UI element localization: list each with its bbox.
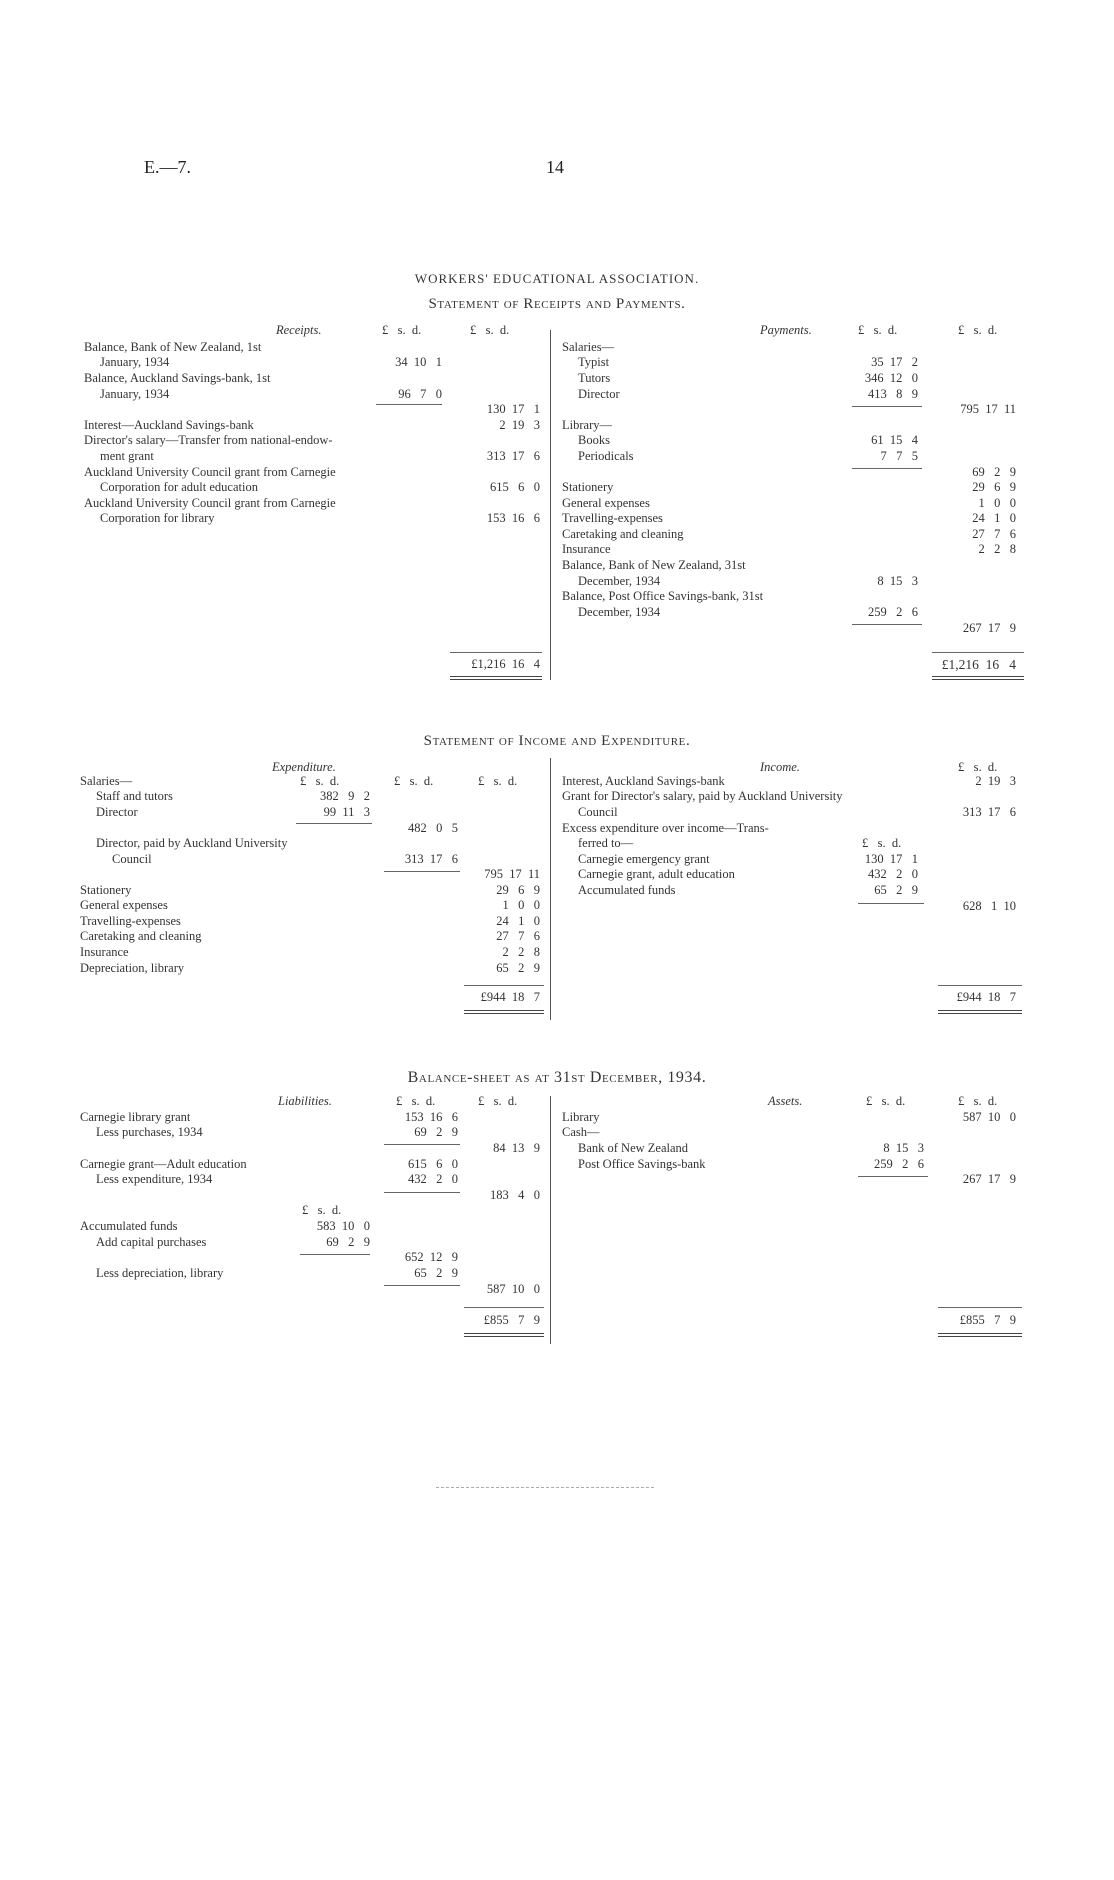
receipt-amount: 130 17 1	[486, 402, 540, 416]
liability-line: Add capital purchases	[96, 1235, 207, 1249]
payment-sub-amount: 346 12 0	[864, 371, 918, 385]
receipt-line: Balance, Bank of New Zealand, 1st	[84, 340, 262, 354]
receipt-line: Corporation for library	[100, 511, 215, 525]
receipts-total: £1,216 16 4	[471, 657, 540, 671]
payment-line: Books	[578, 433, 610, 447]
expenditure-line: Stationery	[80, 883, 132, 897]
column-divider	[550, 1096, 551, 1344]
double-rule	[450, 676, 542, 680]
payment-line: Travelling-expenses	[562, 511, 663, 525]
receipt-amount: 2 19 3	[499, 418, 540, 432]
receipt-amount: 615 6 0	[490, 480, 540, 494]
liability-mid-amount: 69 2 9	[414, 1125, 458, 1139]
asset-line: Cash—	[562, 1125, 600, 1139]
col-lsd-header: £ s. d.	[958, 760, 998, 774]
liability-line: Less purchases, 1934	[96, 1125, 203, 1139]
expenditure-total: £944 18 7	[480, 990, 540, 1004]
payment-line: General expenses	[562, 496, 650, 510]
col-lsd-header: £ s. d.	[958, 1094, 998, 1108]
rule	[300, 1254, 370, 1255]
income-amount: 628 1 10	[962, 899, 1016, 913]
receipt-line: January, 1934	[100, 355, 170, 369]
receipt-amount: 313 17 6	[486, 449, 540, 463]
rule	[464, 1307, 544, 1308]
payment-line: Caretaking and cleaning	[562, 527, 684, 541]
income-line: Carnegie grant, adult education	[578, 867, 735, 881]
liability-mid-amount: 615 6 0	[408, 1157, 458, 1171]
asset-line: Bank of New Zealand	[578, 1141, 689, 1155]
payment-amount: 29 6 9	[972, 480, 1016, 494]
income-amount: 2 19 3	[975, 774, 1016, 788]
expenditure-amount: 65 2 9	[496, 961, 540, 975]
org-title: WORKERS' EDUCATIONAL ASSOCIATION.	[414, 271, 700, 286]
expenditure-amount: 2 2 8	[502, 945, 540, 959]
receipt-sub-amount: 34 10 1	[395, 355, 442, 369]
payment-line: December, 1934	[578, 605, 661, 619]
income-expenditure-title: Statement of Income and Expenditure.	[423, 733, 691, 749]
payment-line: Stationery	[562, 480, 614, 494]
expenditure-sub-amount: 99 11 3	[323, 805, 370, 819]
income-line: Interest, Auckland Savings-bank	[562, 774, 725, 788]
col-lsd-header: £ s. d.	[394, 774, 434, 788]
asset-sub-amount: 8 15 3	[883, 1141, 924, 1155]
expenditure-amount: 29 6 9	[496, 883, 540, 897]
liability-line: Less expenditure, 1934	[96, 1172, 213, 1186]
expenditure-amount: 27 7 6	[496, 929, 540, 943]
expenditure-line: General expenses	[80, 898, 168, 912]
expenditure-heading: Expenditure.	[272, 760, 336, 774]
column-divider	[550, 758, 551, 1020]
rule	[296, 823, 372, 824]
payment-line: Periodicals	[578, 449, 634, 463]
page-end-rule	[436, 1487, 654, 1488]
receipts-heading: Receipts.	[276, 323, 322, 337]
receipt-line: Balance, Auckland Savings-bank, 1st	[84, 371, 271, 385]
receipt-line: Auckland University Council grant from Carnegie	[84, 465, 336, 479]
payment-amount: 267 17 9	[962, 621, 1016, 635]
expenditure-line: Travelling-expenses	[80, 914, 181, 928]
expenditure-line: Depreciation, library	[80, 961, 185, 975]
asset-line: Post Office Savings-bank	[578, 1157, 706, 1171]
rule	[858, 1176, 928, 1177]
col-lsd-header: £ s. d.	[382, 323, 422, 337]
payment-line: Typist	[578, 355, 610, 369]
receipt-line: Auckland University Council grant from Carnegie	[84, 496, 336, 510]
payment-amount: 2 2 8	[978, 542, 1016, 556]
asset-sub-amount: 259 2 6	[874, 1157, 924, 1171]
payment-amount: 69 2 9	[972, 465, 1016, 479]
payments-total: £1,216 16 4	[941, 657, 1016, 672]
rule	[852, 468, 922, 469]
income-line: ferred to—	[578, 836, 634, 850]
liability-line: Carnegie library grant	[80, 1110, 191, 1124]
assets-heading: Assets.	[768, 1094, 803, 1108]
col-lsd-header: £ s. d.	[958, 323, 998, 337]
receipt-line: January, 1934	[100, 387, 170, 401]
income-line: Excess expenditure over income—Trans-	[562, 821, 769, 835]
liability-mid-amount: 65 2 9	[414, 1266, 458, 1280]
payment-line: December, 1934	[578, 574, 661, 588]
liabilities-total: £855 7 9	[483, 1313, 540, 1327]
rule	[384, 1192, 460, 1193]
double-rule	[464, 1010, 544, 1014]
rule	[938, 985, 1022, 986]
receipt-sub-amount: 96 7 0	[398, 387, 442, 401]
income-total: £944 18 7	[956, 990, 1016, 1004]
payments-heading: Payments.	[760, 323, 812, 337]
expenditure-amount: 795 17 11	[484, 867, 540, 881]
payment-line: Director	[578, 387, 620, 401]
liability-mid-amount: 652 12 9	[404, 1250, 458, 1264]
payment-amount: 27 7 6	[972, 527, 1016, 541]
expenditure-line: Caretaking and cleaning	[80, 929, 202, 943]
expenditure-amount: 1 0 0	[502, 898, 540, 912]
expenditure-line: Council	[112, 852, 152, 866]
asset-amount: 267 17 9	[962, 1172, 1016, 1186]
receipt-line: Director's salary—Transfer from national-endow-	[84, 433, 333, 447]
double-rule	[938, 1333, 1022, 1337]
liabilities-heading: Liabilities.	[278, 1094, 332, 1108]
col-lsd-header: £ s. d.	[478, 1094, 518, 1108]
rule	[464, 985, 544, 986]
liability-line: Less depreciation, library	[96, 1266, 224, 1280]
payment-sub-amount: 7 7 5	[880, 449, 918, 463]
receipt-line: Corporation for adult education	[100, 480, 258, 494]
double-rule	[938, 1010, 1022, 1014]
receipt-line: ment grant	[100, 449, 154, 463]
report-reference: E.—7.	[144, 157, 191, 177]
rule	[852, 406, 922, 407]
expenditure-mid-amount: 313 17 6	[404, 852, 458, 866]
payment-sub-amount: 413 8 9	[868, 387, 918, 401]
assets-total: £855 7 9	[959, 1313, 1016, 1327]
page-number: 14	[546, 157, 564, 177]
column-divider	[550, 330, 551, 680]
expenditure-sub-amount: 382 9 2	[320, 789, 370, 803]
expenditure-line: Director	[96, 805, 138, 819]
income-sub-amount: 130 17 1	[864, 852, 918, 866]
liability-line: Carnegie grant—Adult education	[80, 1157, 247, 1171]
double-rule	[932, 676, 1024, 680]
rule	[384, 1144, 460, 1145]
liability-amount: 84 13 9	[493, 1141, 540, 1155]
rule	[858, 903, 924, 904]
liability-inner-amount: 583 10 0	[316, 1219, 370, 1233]
expenditure-amount: 24 1 0	[496, 914, 540, 928]
payment-sub-amount: 35 17 2	[871, 355, 918, 369]
expenditure-mid-amount: 482 0 5	[408, 821, 458, 835]
rule	[384, 1285, 460, 1286]
income-line: Carnegie emergency grant	[578, 852, 710, 866]
balance-sheet-title: Balance-sheet as at 31st December, 1934.	[407, 1069, 707, 1086]
payment-amount: 795 17 11	[960, 402, 1016, 416]
liability-line: Accumulated funds	[80, 1219, 178, 1233]
income-sub-amount: 65 2 9	[874, 883, 918, 897]
payment-line: Salaries—	[562, 340, 615, 354]
liability-amount: 183 4 0	[490, 1188, 540, 1202]
rule	[938, 1307, 1022, 1308]
income-line: Accumulated funds	[578, 883, 676, 897]
liability-mid-amount: 432 2 0	[408, 1172, 458, 1186]
liability-amount: 587 10 0	[486, 1282, 540, 1296]
income-sub-amount: 432 2 0	[868, 867, 918, 881]
liability-mid-amount: 153 16 6	[404, 1110, 458, 1124]
col-lsd-header: £ s. d.	[300, 774, 340, 788]
col-lsd-header: £ s. d.	[478, 774, 518, 788]
payment-line: Insurance	[562, 542, 611, 556]
payment-line: Library—	[562, 418, 612, 432]
rule	[450, 652, 542, 653]
liability-inner-amount: 69 2 9	[326, 1235, 370, 1249]
payment-line: Tutors	[578, 371, 611, 385]
payment-line: Balance, Bank of New Zealand, 31st	[562, 558, 746, 572]
rule	[852, 624, 922, 625]
double-rule	[464, 1333, 544, 1337]
receipt-line: Interest—Auckland Savings-bank	[84, 418, 254, 432]
expenditure-line: Director, paid by Auckland University	[96, 836, 288, 850]
payment-amount: 24 1 0	[972, 511, 1016, 525]
receipts-payments-title: Statement of Receipts and Payments.	[428, 296, 686, 312]
asset-line: Library	[562, 1110, 600, 1124]
col-lsd-header: £ s. d.	[866, 1094, 906, 1108]
payment-amount: 1 0 0	[978, 496, 1016, 510]
income-amount: 313 17 6	[962, 805, 1016, 819]
asset-amount: 587 10 0	[962, 1110, 1016, 1124]
expenditure-line: Insurance	[80, 945, 129, 959]
receipt-amount: 153 16 6	[486, 511, 540, 525]
income-line: Grant for Director's salary, paid by Auckland University	[562, 789, 843, 803]
payment-sub-amount: 61 15 4	[871, 433, 918, 447]
rule	[376, 404, 442, 405]
col-lsd-header: £ s. d.	[470, 323, 510, 337]
rule	[932, 652, 1024, 653]
payment-sub-amount: 259 2 6	[868, 605, 918, 619]
col-lsd-header: £ s. d.	[302, 1203, 342, 1217]
income-line: Council	[578, 805, 618, 819]
expenditure-line: Staff and tutors	[96, 789, 173, 803]
payment-sub-amount: 8 15 3	[877, 574, 918, 588]
expenditure-line: Salaries—	[80, 774, 133, 788]
income-heading: Income.	[760, 760, 800, 774]
col-lsd-header: £ s. d.	[396, 1094, 436, 1108]
rule	[384, 871, 460, 872]
payment-line: Balance, Post Office Savings-bank, 31st	[562, 589, 764, 603]
col-lsd-header: £ s. d.	[858, 323, 898, 337]
col-lsd-header: £ s. d.	[862, 836, 902, 850]
